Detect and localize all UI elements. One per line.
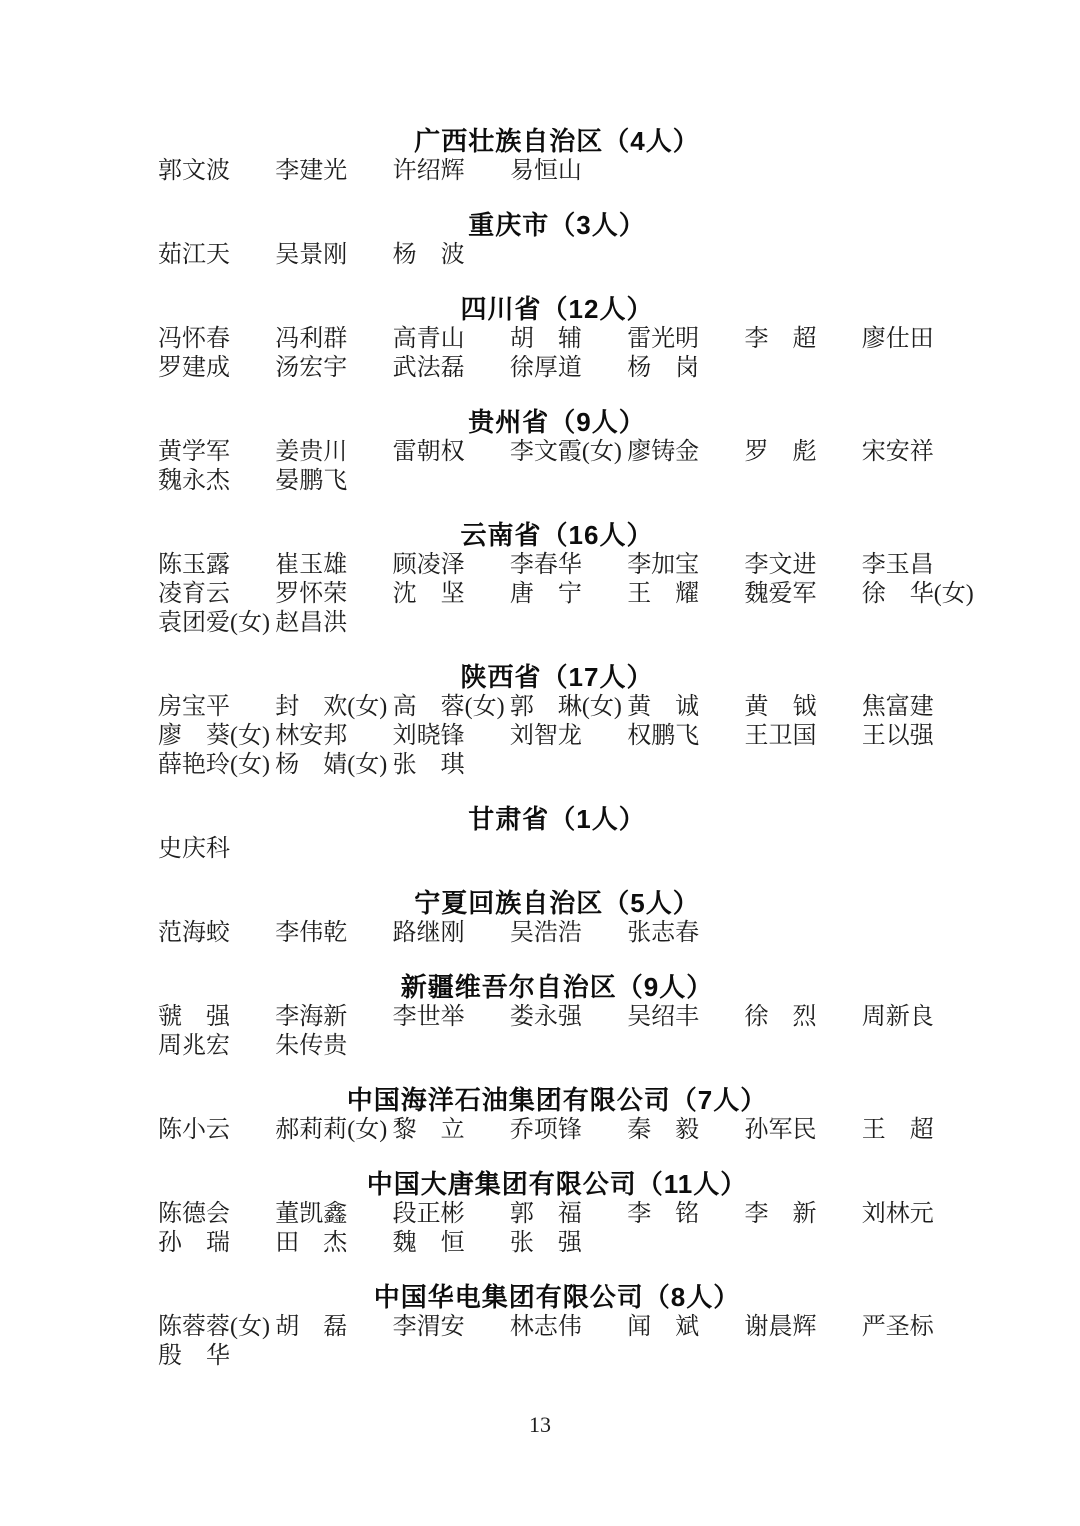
section-rows xyxy=(158,325,956,383)
roster-section xyxy=(158,210,956,270)
page-number: 13 xyxy=(529,1412,551,1437)
person-name: 路继刚 xyxy=(392,920,465,946)
person-name: 李加宝 xyxy=(627,552,700,578)
person-name: 张 琪 xyxy=(392,752,465,778)
person-name: 陈小云 xyxy=(158,1117,230,1143)
person-name: 黄 诚 xyxy=(627,694,700,720)
person-name: 周兆宏 xyxy=(158,1033,230,1059)
person-name: 娄永强 xyxy=(509,1004,582,1030)
person-name: 李 铭 xyxy=(627,1201,700,1227)
person-name: 唐 宁 xyxy=(509,581,582,607)
person-name: 茹江天 xyxy=(158,242,230,268)
person-name: 张志春 xyxy=(627,920,700,946)
person-name: 李伟乾 xyxy=(275,920,348,946)
person-name: 黄学军 xyxy=(158,439,230,465)
person-name: 严圣标 xyxy=(861,1314,934,1340)
name-row xyxy=(158,580,974,609)
person-name: 郭文波 xyxy=(158,158,230,184)
person-name: 黄 钺 xyxy=(744,694,817,720)
section-rows xyxy=(158,693,956,780)
person-name: 姜贵川 xyxy=(275,439,348,465)
person-name: 李渭安 xyxy=(392,1314,465,1340)
person-name: 李春华 xyxy=(509,552,582,578)
roster-section xyxy=(158,888,956,948)
person-name: 冯利群 xyxy=(275,326,348,352)
section-title: 中国大唐集团有限公司（11人） xyxy=(366,1169,748,1199)
name-row xyxy=(158,1342,956,1371)
roster-section xyxy=(158,662,956,780)
person-name: 乔项锋 xyxy=(509,1117,582,1143)
person-name: 雷朝权 xyxy=(392,439,465,465)
person-name: 田 杰 xyxy=(275,1230,348,1256)
section-rows xyxy=(158,1003,956,1061)
section-rows xyxy=(158,241,956,270)
roster-section xyxy=(158,520,974,638)
name-row xyxy=(158,609,956,638)
section-rows xyxy=(158,919,956,948)
person-name: 罗 彪 xyxy=(744,439,817,465)
name-row xyxy=(158,722,956,751)
section-title: 重庆市（3人） xyxy=(468,210,646,240)
person-name: 陈玉露 xyxy=(158,552,230,578)
person-name: 李文进 xyxy=(744,552,817,578)
person-name: 刘晓锋 xyxy=(392,723,465,749)
roster-section xyxy=(158,804,956,864)
person-name: 廖 葵(女) xyxy=(158,723,270,749)
person-name: 吴浩浩 xyxy=(509,920,582,946)
section-rows xyxy=(158,551,974,638)
section-title: 广西壮族自治区（4人） xyxy=(414,126,700,156)
person-name: 王 耀 xyxy=(627,581,700,607)
section-title: 云南省（16人） xyxy=(460,520,654,550)
person-name: 吴绍丰 xyxy=(627,1004,700,1030)
person-name: 孙军民 xyxy=(744,1117,817,1143)
person-name: 魏永杰 xyxy=(158,468,230,494)
name-row xyxy=(158,1032,956,1061)
name-row xyxy=(158,438,956,467)
person-name: 林安邦 xyxy=(275,723,348,749)
person-name: 徐 华(女) xyxy=(861,581,974,607)
person-name: 胡 辅 xyxy=(509,326,582,352)
name-row xyxy=(158,835,956,864)
section-title: 四川省（12人） xyxy=(460,294,654,324)
roster xyxy=(158,126,974,1371)
person-name: 黎 立 xyxy=(392,1117,465,1143)
person-name: 薛艳玲(女) xyxy=(158,752,270,778)
person-name: 林志伟 xyxy=(509,1314,582,1340)
roster-section xyxy=(158,1169,956,1258)
person-name: 雷光明 xyxy=(627,326,700,352)
person-name: 焦富建 xyxy=(861,694,934,720)
person-name: 吴景刚 xyxy=(275,242,348,268)
person-name: 罗建成 xyxy=(158,355,230,381)
person-name: 陈德会 xyxy=(158,1201,230,1227)
person-name: 郭 福 xyxy=(509,1201,582,1227)
person-name: 刘林元 xyxy=(861,1201,934,1227)
person-name: 杨 婧(女) xyxy=(275,752,388,778)
person-name: 易恒山 xyxy=(509,158,582,184)
person-name: 沈 坚 xyxy=(392,581,465,607)
person-name: 顾凌泽 xyxy=(392,552,465,578)
person-name: 廖铸金 xyxy=(627,439,700,465)
person-name: 晏鹏飞 xyxy=(275,468,348,494)
person-name: 罗怀荣 xyxy=(275,581,348,607)
person-name: 冯怀春 xyxy=(158,326,230,352)
name-row xyxy=(158,241,956,270)
person-name: 李建光 xyxy=(275,158,348,184)
person-name: 殷 华 xyxy=(158,1343,230,1369)
section-title: 新疆维吾尔自治区（9人） xyxy=(400,972,714,1002)
section-rows xyxy=(158,835,956,864)
person-name: 秦 毅 xyxy=(627,1117,700,1143)
person-name: 魏爱军 xyxy=(744,581,817,607)
name-row xyxy=(158,157,956,186)
name-row xyxy=(158,551,956,580)
section-title: 中国华电集团有限公司（8人） xyxy=(373,1282,741,1312)
person-name: 郝莉莉(女) xyxy=(275,1117,388,1143)
section-rows xyxy=(158,157,956,186)
roster-section xyxy=(158,407,956,496)
name-row xyxy=(158,1116,956,1145)
person-name: 陈蓉蓉(女) xyxy=(158,1314,270,1340)
name-row xyxy=(158,325,956,354)
person-name: 赵昌洪 xyxy=(275,610,348,636)
person-name: 崔玉雄 xyxy=(275,552,348,578)
name-row xyxy=(158,1229,956,1258)
person-name: 廖仕田 xyxy=(861,326,934,352)
person-name: 李世举 xyxy=(392,1004,465,1030)
name-row xyxy=(158,919,956,948)
person-name: 高青山 xyxy=(392,326,465,352)
person-name: 张 强 xyxy=(509,1230,582,1256)
person-name: 谢晨辉 xyxy=(744,1314,817,1340)
roster-section xyxy=(158,294,956,383)
name-row xyxy=(158,1200,956,1229)
person-name: 王卫国 xyxy=(744,723,817,749)
person-name: 武法磊 xyxy=(392,355,465,381)
person-name: 李文霞(女) xyxy=(509,439,622,465)
roster-section xyxy=(158,1085,956,1145)
person-name: 李 超 xyxy=(744,326,817,352)
person-name: 杨 波 xyxy=(392,242,465,268)
person-name: 徐厚道 xyxy=(509,355,582,381)
person-name: 闻 斌 xyxy=(627,1314,700,1340)
person-name: 徐 烈 xyxy=(744,1004,817,1030)
person-name: 董凯鑫 xyxy=(275,1201,348,1227)
person-name: 段正彬 xyxy=(392,1201,465,1227)
person-name: 王 超 xyxy=(861,1117,934,1143)
person-name: 虢 强 xyxy=(158,1004,230,1030)
person-name: 杨 岗 xyxy=(627,355,700,381)
name-row xyxy=(158,1313,956,1342)
person-name: 许绍辉 xyxy=(392,158,465,184)
roster-section xyxy=(158,126,956,186)
person-name: 朱传贵 xyxy=(275,1033,348,1059)
person-name: 胡 磊 xyxy=(275,1314,348,1340)
section-rows xyxy=(158,438,956,496)
person-name: 王以强 xyxy=(861,723,934,749)
person-name: 李 新 xyxy=(744,1201,817,1227)
person-name: 孙 瑞 xyxy=(158,1230,230,1256)
person-name: 李海新 xyxy=(275,1004,348,1030)
person-name: 高 蓉(女) xyxy=(392,694,505,720)
person-name: 权鹏飞 xyxy=(627,723,700,749)
person-name: 李玉昌 xyxy=(861,552,934,578)
name-row xyxy=(158,1003,956,1032)
roster-section xyxy=(158,1282,956,1371)
section-rows xyxy=(158,1200,956,1258)
person-name: 刘智龙 xyxy=(509,723,582,749)
section-title: 宁夏回族自治区（5人） xyxy=(414,888,700,918)
section-title: 陕西省（17人） xyxy=(460,662,654,692)
section-rows xyxy=(158,1116,956,1145)
person-name: 凌育云 xyxy=(158,581,230,607)
section-rows xyxy=(158,1313,956,1371)
name-row xyxy=(158,354,956,383)
name-row xyxy=(158,693,956,722)
roster-section xyxy=(158,972,956,1061)
person-name: 范海蛟 xyxy=(158,920,230,946)
person-name: 郭 琳(女) xyxy=(509,694,622,720)
person-name: 汤宏宇 xyxy=(275,355,348,381)
person-name: 宋安祥 xyxy=(861,439,934,465)
person-name: 封 欢(女) xyxy=(275,694,388,720)
name-row xyxy=(158,467,956,496)
person-name: 魏 恒 xyxy=(392,1230,465,1256)
person-name: 周新良 xyxy=(861,1004,934,1030)
person-name: 史庆科 xyxy=(158,836,230,862)
name-row xyxy=(158,751,956,780)
section-title: 中国海洋石油集团有限公司（7人） xyxy=(346,1085,768,1115)
section-title: 贵州省（9人） xyxy=(468,407,646,437)
person-name: 房宝平 xyxy=(158,694,230,720)
person-name: 袁团爱(女) xyxy=(158,610,270,636)
section-title: 甘肃省（1人） xyxy=(468,804,646,834)
